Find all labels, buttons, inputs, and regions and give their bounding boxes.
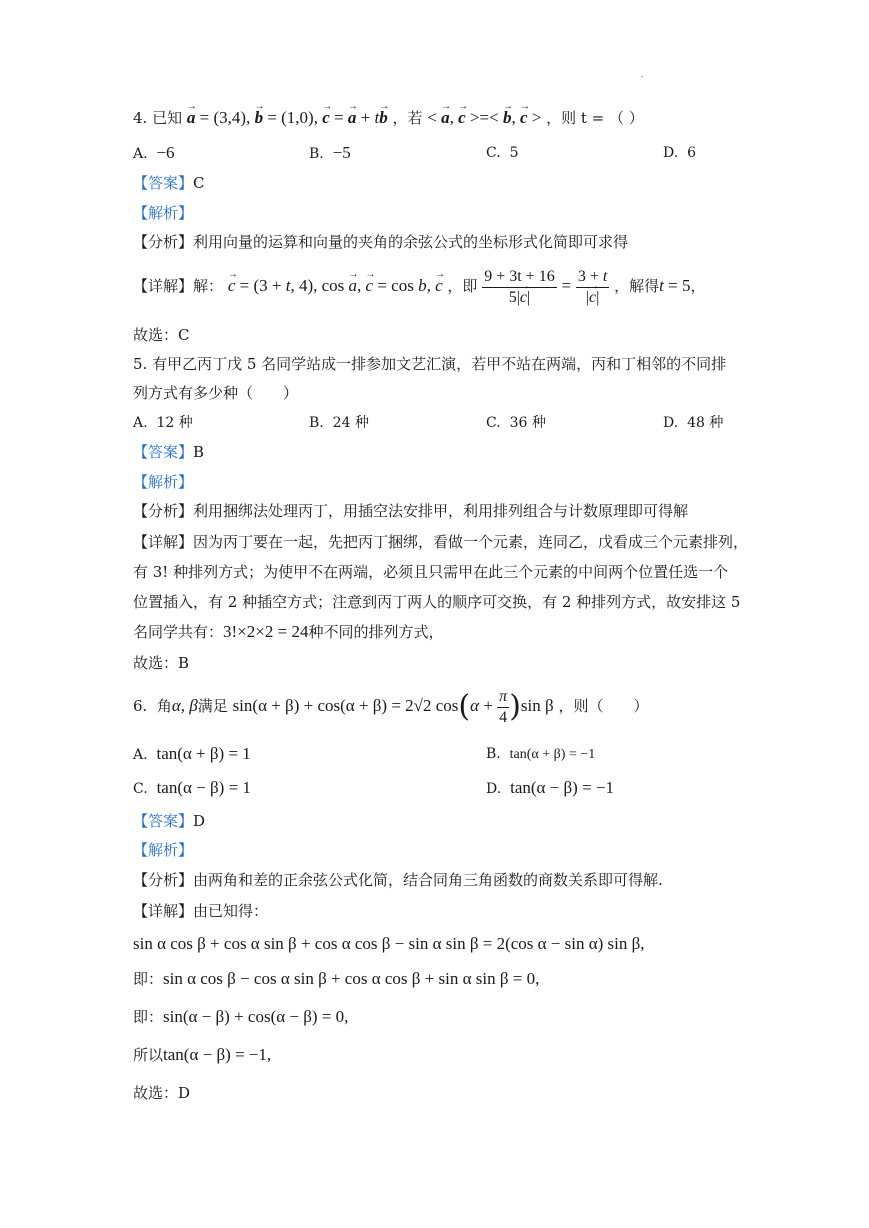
q4-result: t = 5	[659, 276, 691, 295]
q4-cos-eq: , cos → a, → c = cos b, → c	[313, 276, 443, 295]
q5-detail-line4: 名同学共有：3!×2×2 = 24种不同的排列方式，	[133, 622, 444, 641]
q6-option-c: C. tan(α − β) = 1	[133, 778, 251, 797]
q5-detail-line1: 【详解】因为丙丁要在一起，先把丙丁捆绑，看做一个元素，连同乙，戊看成三个元素排列，	[133, 533, 749, 551]
q5-option-d: D. 48 种	[663, 415, 724, 431]
q6-option-d: D. tan(α − β) = −1	[486, 778, 615, 797]
q4-analysis: 【解析】	[133, 204, 194, 222]
q4-option-c: C. 5	[486, 145, 519, 161]
q5-choose: 故选：B	[133, 654, 190, 672]
q4-condition-prefix: ，若	[392, 109, 423, 127]
q6-step2: 即：sin α cos β − cos α sin β + cos α cos β + sin α sin β = 0,	[133, 969, 540, 988]
q6-step3: 即：sin(α − β) + cos(α − β) = 0,	[133, 1007, 349, 1026]
q4-frac-right: $\frac{3 + t}{|\to c|}$	[576, 267, 609, 308]
q4-frac-left: $\frac{9 + 3t + 16}{5|\to c|}$	[482, 267, 557, 308]
q4-given: → a = (3,4), → b = (1,0), → c = → a + t→ b	[187, 108, 388, 127]
q4-c-eq: → c = (3 + t, 4)	[228, 276, 313, 295]
q6-choose: 故选：D	[133, 1084, 191, 1102]
q6-analysis: 【解析】	[133, 841, 194, 859]
q6-step1: sin α cos β + cos α sin β + cos α cos β − sin α sin β = 2(cos α − sin α) sin β,	[133, 934, 645, 953]
q4-fenxi: 【分析】利用向量的运算和向量的夹角的余弦公式的坐标形式化简即可求得	[133, 233, 629, 251]
q6-step4: 所以tan(α − β) = −1,	[133, 1045, 272, 1064]
q4-answer: 【答案】C	[133, 174, 205, 192]
q4-choose: 故选：C	[133, 326, 190, 344]
page-mark: .	[641, 70, 644, 79]
q4-stem-prefix: 已知	[152, 109, 183, 127]
q4-ask: ，则 t = （ ）	[546, 109, 644, 127]
q4-option-a: A. −6	[133, 143, 175, 162]
q6-option-a: A. tan(α + β) = 1	[133, 744, 251, 763]
q6-detail: 【详解】由已知得：	[133, 902, 269, 920]
q4-option-d: D. 6	[663, 145, 697, 161]
q5-detail-line3: 位置插入，有 2 种插空方式；注意到丙丁两人的顺序可交换，有 2 种排列方式，故安排这 5	[133, 593, 741, 611]
q6-fenxi: 【分析】由两角和差的正余弦公式化简，结合同角三角函数的商数关系即可得解.	[133, 871, 663, 889]
q5-stem-line2: 列方式有多少种（ ）	[133, 384, 299, 402]
q6-option-b: B. tan(α + β) = −1	[486, 746, 596, 762]
q6-answer: 【答案】D	[133, 812, 206, 830]
q6-stem: 6. 角α, β满足 sin(α + β) + cos(α + β) = 2√2 cos(α + $\frac{\pi}{4}$ )sin β ，则（ ）	[133, 687, 649, 726]
q5-option-b: B. 24 种	[309, 415, 369, 431]
q6-vars: α, β	[171, 696, 198, 715]
q4-number: 4.	[133, 109, 148, 127]
q5-stem-line1: 5. 有甲乙丙丁戊 5 名同学站成一排参加文艺汇演，若甲不站在两端，丙和丁相邻的不同排	[133, 355, 727, 373]
q5-option-a: A. 12 种	[133, 415, 193, 431]
q4-detail: 【详解】解： → c = (3 + t, 4), cos → a, → c = cos b, → c ，即 $\frac{9 + 3t + 16}{5|\to c|}$ = $\frac{3 + t}{|\to c|}$ ，解得t = 5，	[133, 264, 705, 308]
q5-answer: 【答案】B	[133, 443, 205, 461]
q6-eq-left: sin(α + β) + cos(α + β) = 2√2 cos	[232, 696, 459, 715]
q5-option-c: C. 36 种	[486, 415, 546, 431]
q5-analysis: 【解析】	[133, 473, 194, 491]
q4-option-b: B. −5	[309, 143, 351, 162]
q6-fraction: $\frac{\pi}{4}$	[499, 687, 508, 726]
q5-fenxi: 【分析】利用捆绑法处理丙丁，用插空法安排甲，利用排列组合与计数原理即可得解	[133, 502, 689, 520]
q4-condition: < → a, → c >=< → b, → c >	[427, 108, 541, 127]
q4-stem	[133, 108, 644, 128]
q5-detail-line2: 有 3! 种排列方式；为使甲不在两端，必须且只需甲在此三个元素的中间两个位置任选一个	[133, 563, 729, 581]
